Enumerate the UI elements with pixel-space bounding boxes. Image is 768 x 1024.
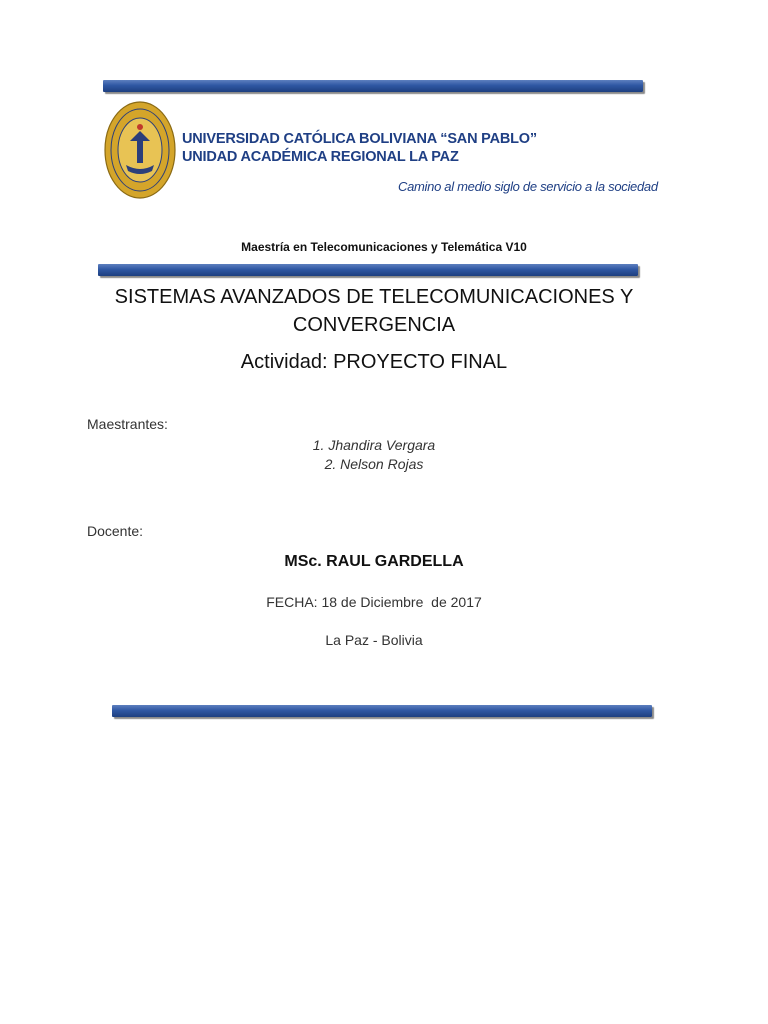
teacher-name: MSc. RAUL GARDELLA xyxy=(284,553,464,570)
place-text: La Paz - Bolivia xyxy=(325,632,423,648)
students-list xyxy=(0,436,748,474)
teacher-label: Docente: xyxy=(87,523,144,539)
course-title-line1: SISTEMAS AVANZADOS DE TELECOMUNICACIONES Y xyxy=(114,286,634,308)
program-name: Maestría en Telecomunicaciones y Telemática V10 xyxy=(241,240,527,254)
middle-divider-bar xyxy=(98,264,638,276)
date-text: FECHA: 18 de Diciembre de 2017 xyxy=(266,594,482,610)
academic-unit: UNIDAD ACADÉMICA REGIONAL LA PAZ xyxy=(182,149,459,165)
activity-title: Actividad: PROYECTO FINAL xyxy=(240,351,508,373)
university-seal-icon xyxy=(104,101,176,199)
bottom-divider-bar xyxy=(112,705,652,717)
course-title-line2: CONVERGENCIA xyxy=(292,314,456,336)
student-item: 1. Jhandira Vergara xyxy=(312,437,436,453)
top-divider-bar xyxy=(103,80,643,92)
university-motto: Camino al medio siglo de servicio a la sociedad xyxy=(398,179,658,194)
students-label: Maestrantes: xyxy=(87,416,168,432)
university-name: UNIVERSIDAD CATÓLICA BOLIVIANA “SAN PABLO” xyxy=(182,131,537,147)
student-item: 2. Nelson Rojas xyxy=(324,456,424,472)
course-title xyxy=(100,283,648,339)
